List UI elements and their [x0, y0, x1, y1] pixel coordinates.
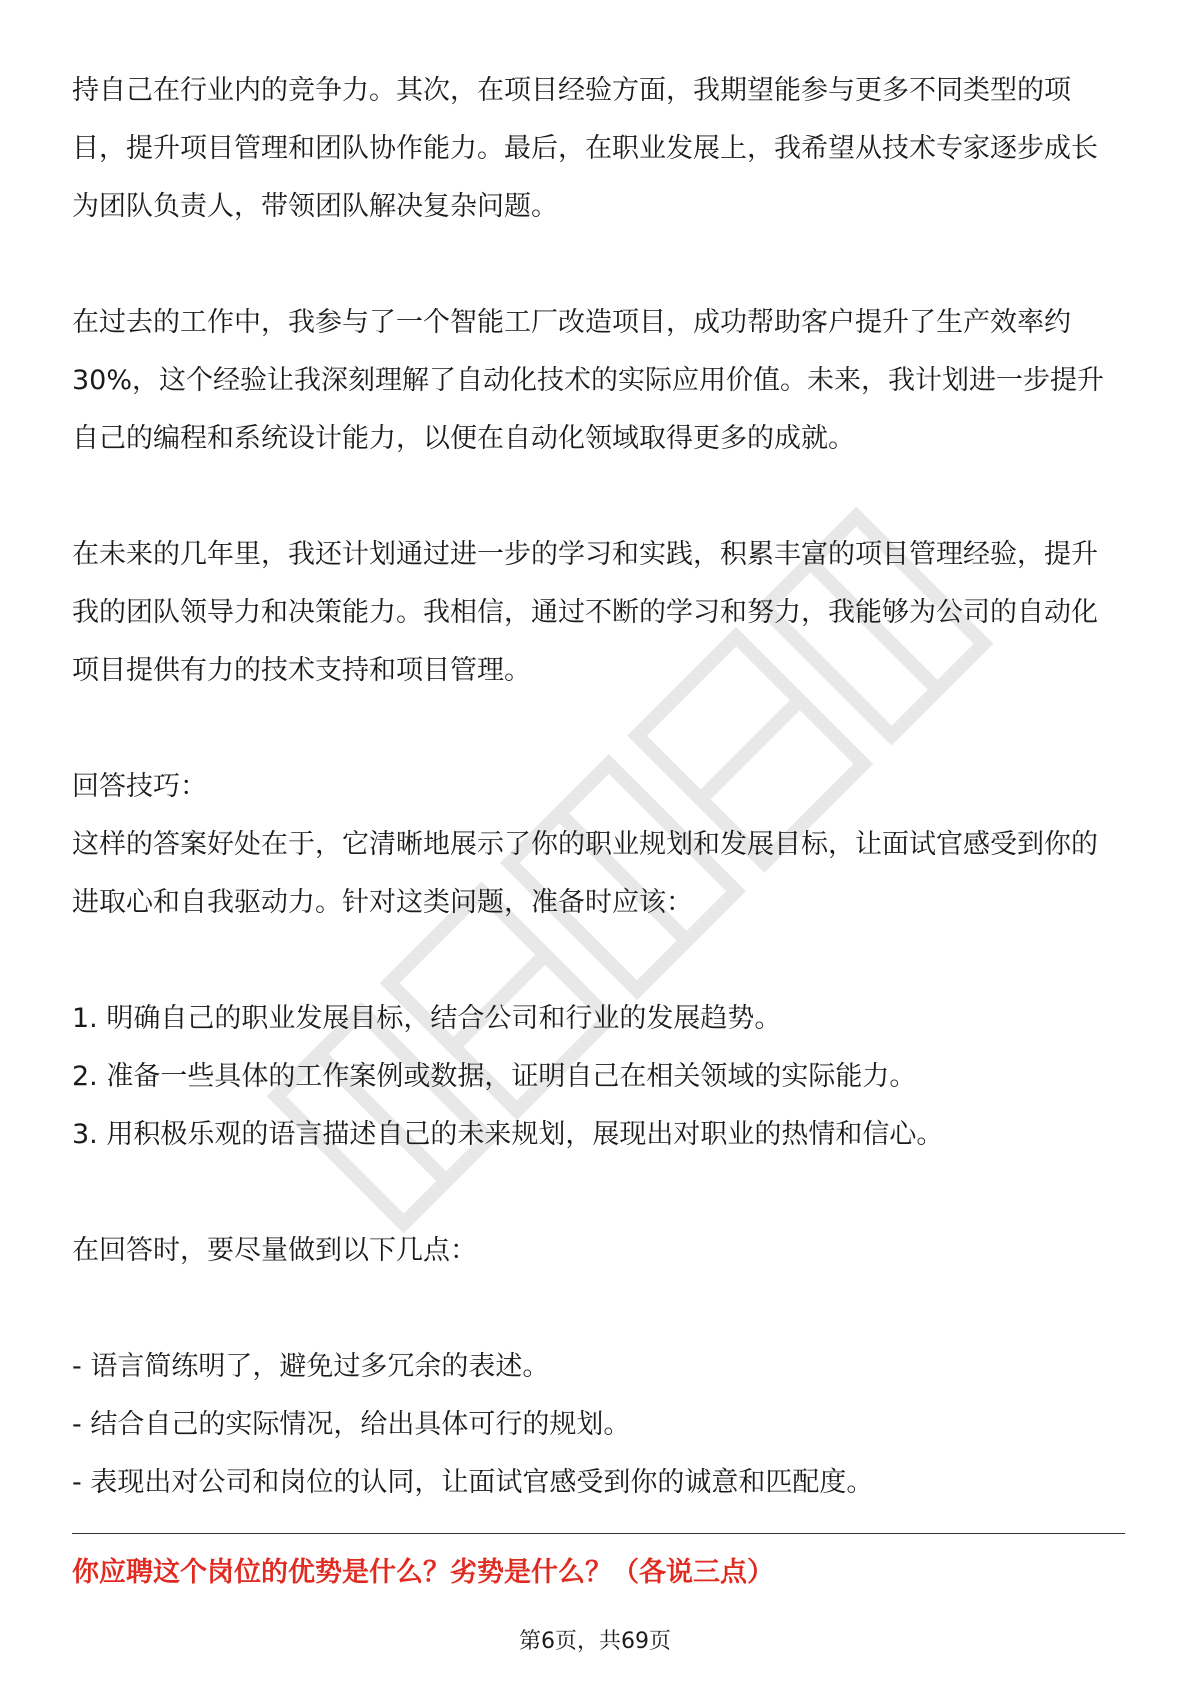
list-item: - 语言简练明了，避免过多冗余的表述。: [72, 1351, 550, 1382]
section-divider: [72, 1533, 1125, 1534]
tips-heading: 回答技巧：: [72, 771, 207, 802]
list-item: 3. 用积极乐观的语言描述自己的未来规划，展现出对职业的热情和信心。: [72, 1119, 944, 1150]
paragraph-future-plan: 在未来的几年里，我还计划通过进一步的学习和实践，积累丰富的项目管理经验，提升我的团队领导力和决策能力。我相信，通过不断的学习和努力，我能够为公司的自动化项目提供有力的技术支持和项目管理。: [72, 539, 1098, 686]
list-item: - 结合自己的实际情况，给出具体可行的规划。: [72, 1409, 631, 1440]
list-item: 1. 明确自己的职业发展目标，结合公司和行业的发展趋势。: [72, 1003, 782, 1034]
paragraph-past-experience: 在过去的工作中，我参与了一个智能工厂改造项目，成功帮助客户提升了生产效率约30%，这个经验让我深刻理解了自动化技术的实际应用价值。未来，我计划进一步提升自己的编程和系统设计能力，以便在自动化领域取得更多的成就。: [72, 307, 1105, 454]
paragraph-answer-points: 在回答时，要尽量做到以下几点：: [72, 1235, 477, 1266]
list-item: - 表现出对公司和岗位的认同，让面试官感受到你的诚意和匹配度。: [72, 1467, 874, 1498]
page-number: 第6页，共69页: [519, 1629, 671, 1654]
paragraph-career-goals: 持自己在行业内的竞争力。其次，在项目经验方面，我期望能参与更多不同类型的项目，提升项目管理和团队协作能力。最后，在职业发展上，我希望从技术专家逐步成长为团队负责人，带领团队解决复杂问题。: [72, 75, 1098, 222]
paragraph-tips: 这样的答案好处在于，它清晰地展示了你的职业规划和发展目标，让面试官感受到你的进取心和自我驱动力。针对这类问题，准备时应该：: [72, 829, 1098, 918]
next-question-heading: 你应聘这个岗位的优势是什么？劣势是什么？（各说三点）: [72, 1557, 774, 1588]
list-item: 2. 准备一些具体的工作案例或数据，证明自己在相关领域的实际能力。: [72, 1061, 917, 1092]
document-body: [72, 62, 1122, 1512]
